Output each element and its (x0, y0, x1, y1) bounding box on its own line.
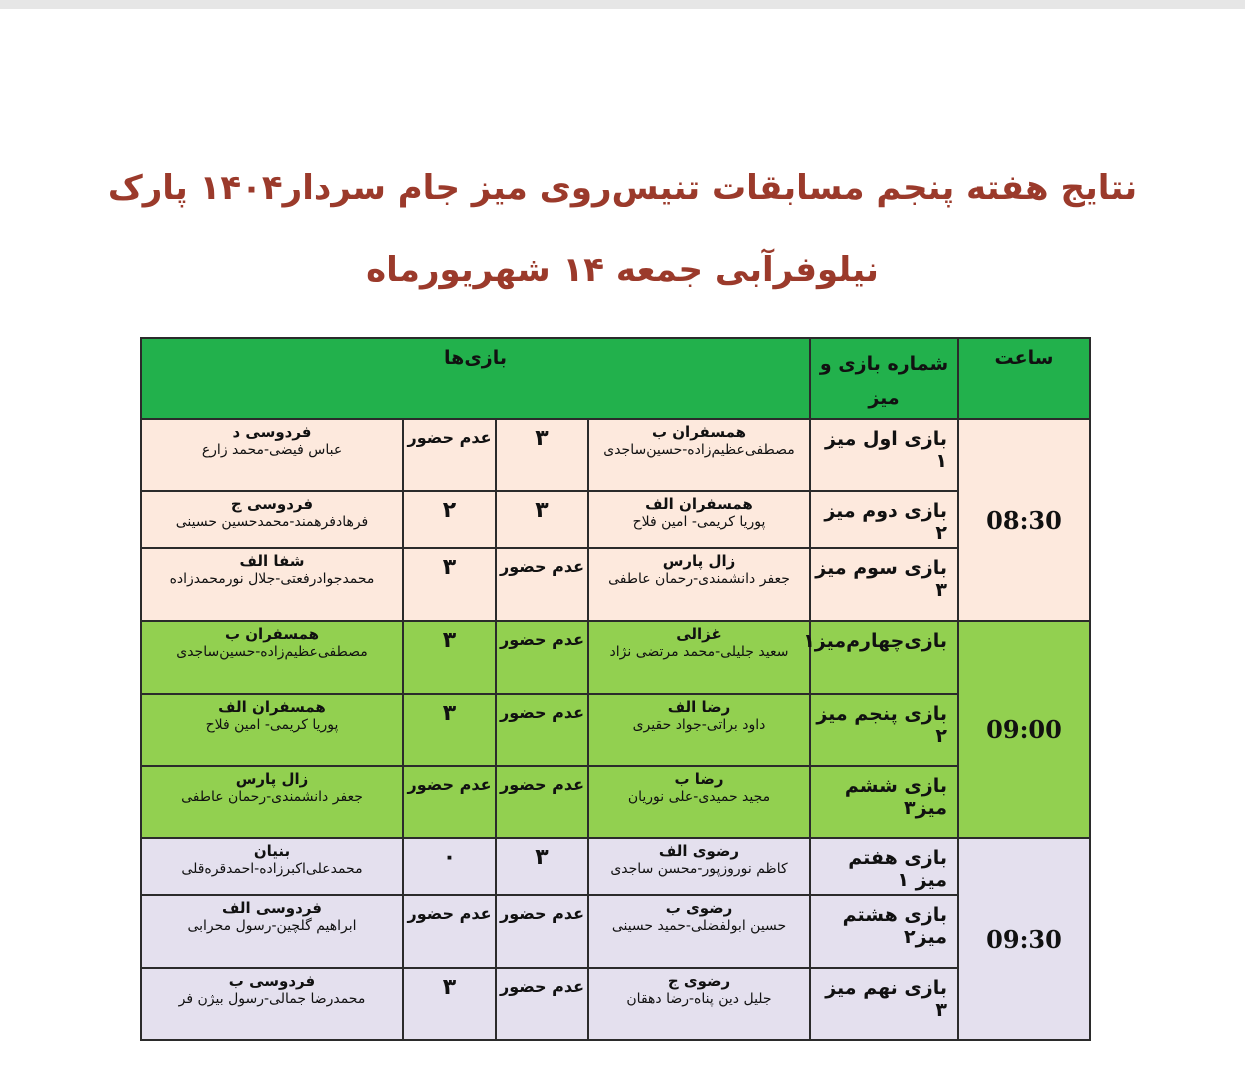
team-a-players: جلیل دین پناه-رضا دهقان (626, 990, 772, 1007)
game-cell: بازی پنجم میز ۲ (810, 694, 958, 766)
score-b-cell: ۳ (403, 621, 496, 694)
team-a-cell (588, 419, 810, 491)
team-b-cell (141, 766, 403, 838)
score-b-cell: ۰ (403, 838, 496, 895)
team-a-cell (588, 766, 810, 838)
team-b-players: عباس فیضی-محمد زارع (201, 441, 343, 458)
score-b-cell: عدم حضور (403, 895, 496, 968)
team-a-players: مجید حمیدی-علی نوریان (627, 788, 771, 805)
team-b-players: محمدجوادرفعتی-جلال نورمحمدزاده (169, 570, 375, 587)
team-b-players: محمدرضا جمالی-رسول بیژن فر (178, 990, 366, 1007)
game-cell: بازی ششم میز۳ (810, 766, 958, 838)
header-game-table: شماره بازی و میز (810, 338, 958, 419)
team-a-club: همسفران الف (645, 495, 753, 513)
team-a-cell (588, 621, 810, 694)
team-b-players: فرهادفرهمند-محمدحسین حسینی (175, 513, 369, 530)
team-a-club: زال پارس (662, 552, 736, 570)
table-row (141, 491, 1090, 548)
team-a-club: رضا ب (674, 770, 724, 788)
team-b-cell (141, 694, 403, 766)
score-b-cell: ۲ (403, 491, 496, 548)
page-title-line-1: نتایج هفته پنجم مسابقات تنیس‌روی میز جام سردار۱۴۰۴ پارک (107, 168, 1138, 208)
team-a-club: رضوی الف (658, 842, 740, 860)
game-cell: بازی نهم میز ۳ (810, 968, 958, 1040)
time-cell: 09:30 (958, 838, 1090, 1040)
game-cell: بازی اول میز ۱ (810, 419, 958, 491)
team-b-club: زال پارس (235, 770, 309, 788)
table-row (141, 838, 1090, 895)
team-b-club: فردوسی الف (222, 899, 322, 917)
team-a-cell (588, 895, 810, 968)
team-b-cell (141, 895, 403, 968)
score-b-cell: عدم حضور (403, 419, 496, 491)
team-a-cell (588, 838, 810, 895)
score-b-cell: عدم حضور (403, 766, 496, 838)
score-b-cell: ۳ (403, 694, 496, 766)
team-b-club: همسفران ب (224, 625, 320, 643)
score-a-cell: عدم حضور (496, 895, 588, 968)
game-cell: بازی هشتم میز۲ (810, 895, 958, 968)
score-a-cell: ۳ (496, 491, 588, 548)
game-cell: بازی هفتم میز ۱ (810, 838, 958, 895)
team-b-cell (141, 838, 403, 895)
score-a-cell: عدم حضور (496, 766, 588, 838)
team-a-players: جعفر دانشمندی-رحمان عاطفی (608, 570, 790, 587)
team-a-cell (588, 491, 810, 548)
score-a-cell: عدم حضور (496, 548, 588, 621)
game-cell: بازی دوم میز ۲ (810, 491, 958, 548)
team-a-club: رضوی ب (665, 899, 733, 917)
game-cell: بازی‌چهارم‌میز۱ (810, 621, 958, 694)
team-b-players: محمدعلی‌اکبرزاده-احمدقره‌قلی (181, 860, 363, 877)
team-b-club: همسفران الف (218, 698, 326, 716)
team-a-club: رضوی ج (667, 972, 731, 990)
team-a-players: سعید جلیلی-محمد مرتضی نژاد (609, 643, 789, 660)
score-a-cell: ۳ (496, 838, 588, 895)
page-title-line-2: نیلوفرآبی جمعه ۱۴ شهریورماه (366, 250, 879, 290)
team-b-cell (141, 968, 403, 1040)
team-b-cell (141, 419, 403, 491)
header-games: بازی‌ها (141, 338, 810, 419)
results-table (140, 337, 1091, 1041)
time-cell: 09:00 (958, 621, 1090, 838)
score-a-cell: عدم حضور (496, 621, 588, 694)
team-a-cell (588, 548, 810, 621)
team-b-club: بنیان (253, 842, 291, 860)
team-a-club: غزالی (676, 625, 722, 643)
team-b-club: فردوسی ب (228, 972, 316, 990)
team-a-club: همسفران ب (651, 423, 747, 441)
table-row (141, 968, 1090, 1040)
team-b-cell (141, 621, 403, 694)
team-b-cell (141, 491, 403, 548)
team-a-players: حسین ابولفضلی-حمید حسینی (611, 917, 787, 934)
team-b-club: شفا الف (239, 552, 305, 570)
score-a-cell: عدم حضور (496, 694, 588, 766)
team-a-club: رضا الف (667, 698, 731, 716)
team-b-players: جعفر دانشمندی-رحمان عاطفی (181, 788, 363, 805)
table-row (141, 419, 1090, 491)
table-row (141, 895, 1090, 968)
time-cell: 08:30 (958, 419, 1090, 621)
header-time: ساعت (958, 338, 1090, 419)
score-b-cell: ۳ (403, 968, 496, 1040)
team-a-players: پوریا کریمی- امین فلاح (632, 513, 766, 530)
table-row (141, 621, 1090, 694)
team-a-players: داود براتی-جواد حقیری (632, 716, 766, 733)
team-a-cell (588, 968, 810, 1040)
table-row (141, 694, 1090, 766)
top-bar (0, 0, 1245, 9)
score-b-cell: ۳ (403, 548, 496, 621)
team-b-cell (141, 548, 403, 621)
team-b-club: فردوسی د (232, 423, 312, 441)
table-row (141, 548, 1090, 621)
team-a-players: کاظم نوروزپور-محسن ساجدی (610, 860, 788, 877)
team-b-club: فردوسی ج (230, 495, 314, 513)
team-b-players: ابراهیم گلچین-رسول محرابی (187, 917, 357, 934)
header-row (141, 338, 1090, 419)
score-a-cell: ۳ (496, 419, 588, 491)
team-b-players: پوریا کریمی- امین فلاح (205, 716, 339, 733)
team-a-players: مصطفی‌عظیم‌زاده-حسین‌ساجدی (603, 441, 795, 458)
team-a-cell (588, 694, 810, 766)
score-a-cell: عدم حضور (496, 968, 588, 1040)
game-cell: بازی سوم میز ۳ (810, 548, 958, 621)
team-b-players: مصطفی‌عظیم‌زاده-حسین‌ساجدی (176, 643, 368, 660)
table-row (141, 766, 1090, 838)
results-body (141, 419, 1090, 1040)
